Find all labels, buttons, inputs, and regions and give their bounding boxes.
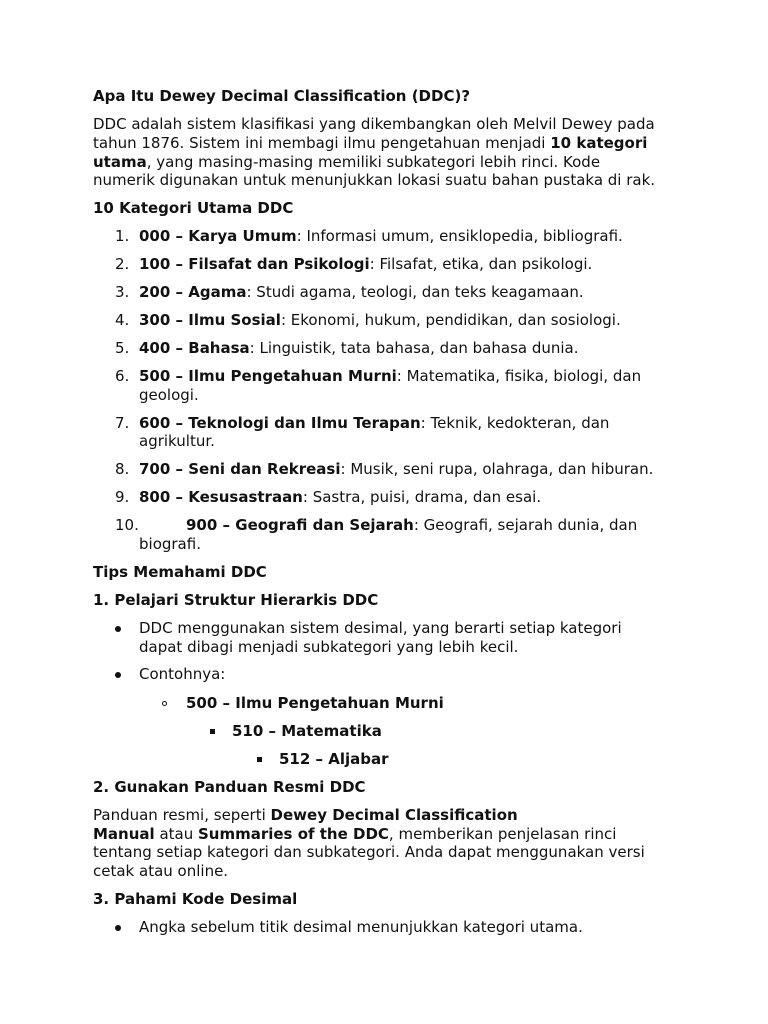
paragraph-emphasis: Manual [93, 825, 155, 843]
intro-text: tahun 1876. Sistem ini membagi ilmu pengetahuan menjadi [93, 134, 551, 152]
page-title: Apa Itu Dewey Decimal Classification (DDC)? [93, 87, 471, 105]
list-item [139, 488, 541, 507]
category-code: 500 – Ilmu Pengetahuan Murni [139, 367, 397, 385]
tip3-heading: 3. Pahami Kode Desimal [93, 890, 298, 908]
list-item [139, 227, 623, 246]
list-item-continuation: biografi. [139, 535, 201, 553]
paragraph-text: , memberikan penjelasan rinci [388, 825, 617, 843]
list-item [139, 460, 653, 479]
paragraph-text: atau [154, 825, 198, 843]
list-number: 1. [115, 227, 130, 245]
intro-emphasis: 10 kategori [550, 134, 648, 152]
list-item [139, 311, 621, 330]
list-number: 10. [115, 516, 139, 534]
list-item-continuation: agrikultur. [139, 432, 215, 450]
bullet-icon [115, 626, 121, 632]
bullet-text: Angka sebelum titik desimal menunjukkan kategori utama. [139, 918, 583, 936]
list-item-continuation: geologi. [139, 386, 199, 404]
categories-heading: 10 Kategori Utama DDC [93, 199, 294, 217]
paragraph-text: Panduan resmi, seperti [93, 806, 271, 824]
bullet-text: Contohnya: [139, 665, 226, 683]
intro-line: DDC adalah sistem klasifikasi yang dikembangkan oleh Melvil Dewey pada [93, 115, 655, 133]
intro-text: , yang masing-masing memiliki subkategori lebih rinci. Kode [146, 153, 601, 171]
intro-line [93, 134, 647, 153]
bullet-icon [115, 925, 121, 931]
list-number: 7. [115, 414, 130, 432]
hierarchy-level-1: 500 – Ilmu Pengetahuan Murni [186, 694, 444, 712]
category-desc: : Ekonomi, hukum, pendidikan, dan sosiologi. [280, 311, 621, 329]
category-desc: : Geografi, sejarah dunia, dan [413, 516, 638, 534]
list-number: 9. [115, 488, 130, 506]
category-code: 900 – Geografi dan Sejarah [186, 516, 414, 534]
category-desc: : Filsafat, etika, dan psikologi. [369, 255, 593, 273]
paragraph-line: cetak atau online. [93, 862, 229, 880]
category-code: 800 – Kesusastraan [139, 488, 303, 506]
category-desc: : Teknik, kedokteran, dan [420, 414, 610, 432]
category-desc: : Matematika, fisika, biologi, dan [396, 367, 642, 385]
hierarchy-level-2: 510 – Matematika [232, 722, 382, 740]
intro-line: numerik digunakan untuk menunjukkan lokasi suatu bahan pustaka di rak. [93, 171, 656, 189]
list-item [186, 516, 637, 535]
category-code: 700 – Seni dan Rekreasi [139, 460, 341, 478]
list-item [139, 339, 579, 358]
list-number: 8. [115, 460, 130, 478]
category-desc: : Sastra, puisi, drama, dan esai. [302, 488, 542, 506]
square-bullet-icon [210, 729, 215, 734]
category-code: 100 – Filsafat dan Psikologi [139, 255, 370, 273]
paragraph-line [93, 806, 518, 825]
category-desc: : Linguistik, tata bahasa, dan bahasa dunia. [249, 339, 579, 357]
category-desc: : Musik, seni rupa, olahraga, dan hiburan. [340, 460, 654, 478]
category-code: 200 – Agama [139, 283, 247, 301]
list-item [139, 255, 592, 274]
paragraph-emphasis: Dewey Decimal Classification [270, 806, 518, 824]
bullet-text-continuation: dapat dibagi menjadi subkategori yang lebih kecil. [139, 638, 519, 656]
category-code: 000 – Karya Umum [139, 227, 297, 245]
list-number: 2. [115, 255, 130, 273]
bullet-text: DDC menggunakan sistem desimal, yang berarti setiap kategori [139, 619, 622, 637]
tip2-heading: 2. Gunakan Panduan Resmi DDC [93, 778, 366, 796]
square-bullet-icon [257, 757, 262, 762]
category-desc: : Studi agama, teologi, dan teks keagamaan. [246, 283, 584, 301]
intro-line [93, 153, 600, 172]
hierarchy-level-3: 512 – Aljabar [279, 750, 389, 768]
tip1-heading: 1. Pelajari Struktur Hierarkis DDC [93, 591, 379, 609]
list-number: 4. [115, 311, 130, 329]
category-code: 300 – Ilmu Sosial [139, 311, 281, 329]
bullet-icon [115, 672, 121, 678]
category-code: 400 – Bahasa [139, 339, 250, 357]
category-desc: : Informasi umum, ensiklopedia, bibliografi. [296, 227, 623, 245]
intro-emphasis: utama [93, 153, 147, 171]
paragraph-emphasis: Summaries of the DDC [197, 825, 389, 843]
list-item [139, 414, 609, 433]
list-item [139, 283, 584, 302]
list-number: 6. [115, 367, 130, 385]
category-code: 600 – Teknologi dan Ilmu Terapan [139, 414, 421, 432]
list-number: 3. [115, 283, 130, 301]
paragraph-line: tentang setiap kategori dan subkategori. Anda dapat menggunakan versi [93, 843, 645, 861]
tips-heading: Tips Memahami DDC [93, 563, 267, 581]
list-number: 5. [115, 339, 130, 357]
paragraph-line [93, 825, 616, 844]
list-item [139, 367, 641, 386]
circle-bullet-icon [162, 701, 167, 706]
